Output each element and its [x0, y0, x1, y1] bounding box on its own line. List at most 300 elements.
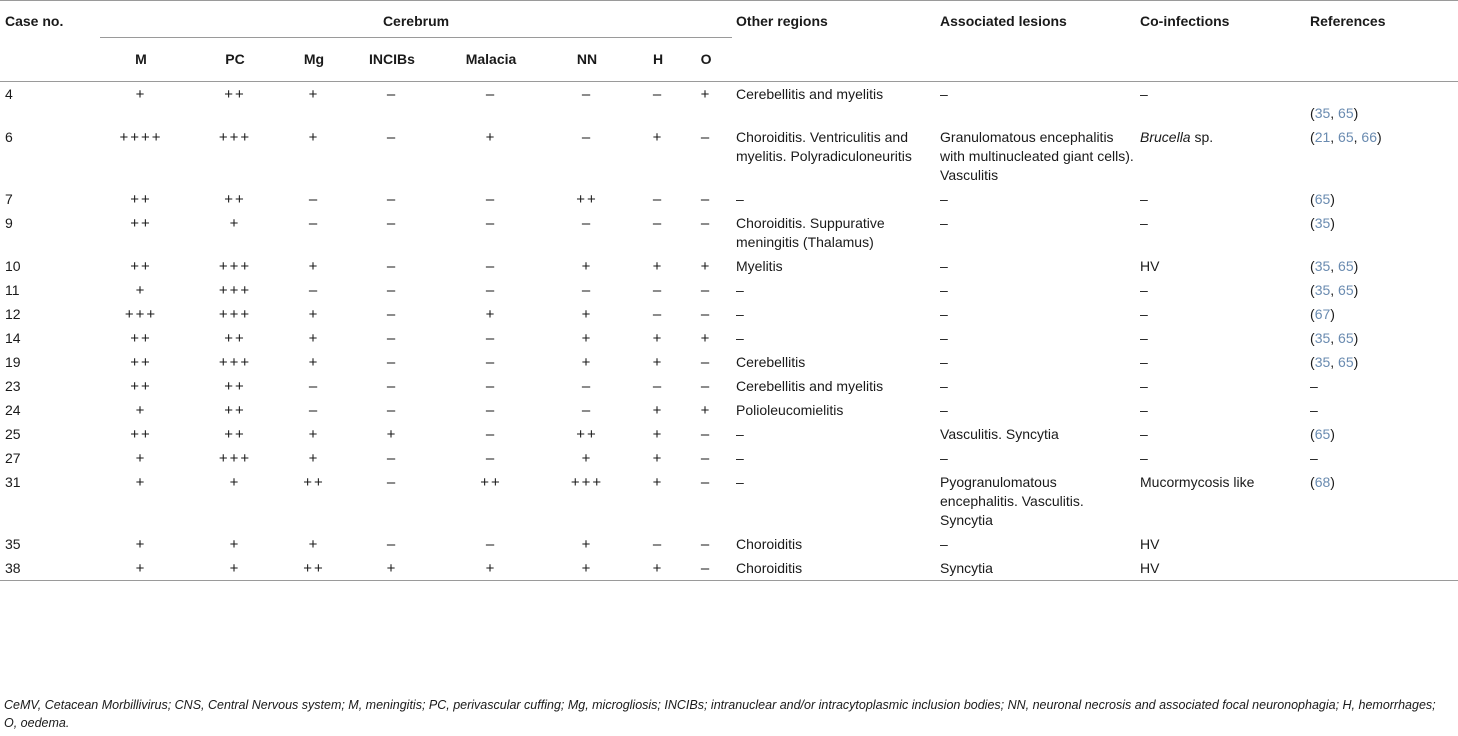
cell-references [1306, 302, 1458, 326]
cell-nn: +++ [570, 474, 604, 491]
cell-pc: ++ [224, 402, 246, 419]
cell-h: + [652, 450, 664, 467]
reference-close: ) [1330, 474, 1335, 490]
cell-mg: – [308, 191, 320, 208]
cell-h: – [652, 215, 664, 232]
table-row [0, 302, 1458, 326]
cell-references [1306, 422, 1458, 446]
reference-open: – [1310, 378, 1318, 394]
cell-m: + [135, 86, 147, 103]
cell-malacia: ++ [480, 474, 502, 491]
cell-pc: +++ [218, 129, 252, 146]
table-row [0, 556, 1458, 581]
cell-m: + [135, 450, 147, 467]
cell-associated-lesions: Vasculitis. Syncytia [940, 426, 1059, 442]
reference-separator: , [1330, 105, 1339, 121]
table-row [0, 125, 1458, 187]
cell-malacia: – [485, 330, 497, 347]
cell-incibs: – [386, 258, 398, 275]
table-row [0, 398, 1458, 422]
cell-case-no: 4 [5, 86, 13, 102]
cell-m: + [135, 282, 147, 299]
cell-case-no: 14 [5, 330, 21, 346]
cell-pc: +++ [218, 282, 252, 299]
reference-separator: , [1330, 258, 1339, 274]
table-footnote: CeMV, Cetacean Morbillivirus; CNS, Central Nervous system; M, meningitis; PC, perivascular cuffing; Mg, microgliosis; INCIBs; intranuclear and/or intracytoplasmic inclusion bodies; NN, neuronal necrosis and associated focal neuronophagia; H, hemorrhages; O, oedema. [4, 698, 1436, 730]
cell-other-regions: Choroiditis [736, 536, 803, 552]
reference-link[interactable]: 35 [1314, 105, 1331, 121]
cell-h: + [652, 330, 664, 347]
table-row [0, 532, 1458, 556]
reference-open: ( [1310, 129, 1315, 145]
reference-link[interactable]: 65 [1338, 330, 1354, 346]
reference-link[interactable]: 68 [1314, 474, 1331, 490]
reference-separator: , [1330, 129, 1339, 145]
cell-o: – [700, 536, 712, 553]
cell-incibs: + [340, 556, 444, 581]
cell-associated-lesions: – [940, 306, 948, 322]
cell-mg: + [308, 450, 320, 467]
cell-nn: + [581, 306, 593, 323]
cell-co-infections: – [1140, 378, 1148, 394]
reference-link[interactable]: 65 [1314, 191, 1331, 207]
reference-open: – [1310, 402, 1318, 418]
cell-malacia: – [485, 536, 497, 553]
cell-nn: + [581, 536, 593, 553]
cell-h: – [652, 536, 664, 553]
header-sub-pc: PC [182, 38, 288, 82]
header-sub-m: M [100, 38, 182, 82]
cell-case-no: 7 [5, 191, 13, 207]
cell-mg: – [308, 378, 320, 395]
reference-link[interactable]: 35 [1314, 282, 1331, 298]
table-row [0, 187, 1458, 211]
cell-mg: + [308, 426, 320, 443]
cell-malacia: – [485, 258, 497, 275]
reference-link[interactable]: 21 [1314, 129, 1331, 145]
cell-references [1306, 326, 1458, 350]
reference-open: ( [1310, 282, 1315, 298]
cell-associated-lesions: Syncytia [935, 556, 1136, 581]
cell-mg: + [308, 306, 320, 323]
cell-nn: + [581, 450, 593, 467]
reference-open: ( [1310, 191, 1315, 207]
cell-other-regions: – [736, 306, 744, 322]
cell-associated-lesions: – [940, 330, 948, 346]
reference-open: – [1310, 450, 1318, 466]
cell-o: + [700, 402, 712, 419]
reference-open: ( [1310, 426, 1315, 442]
cell-malacia: + [485, 129, 497, 146]
cell-o: + [700, 330, 712, 347]
cell-mg: + [308, 354, 320, 371]
cell-co-infections: – [1140, 86, 1148, 102]
cell-h: + [652, 129, 664, 146]
cell-case-no: 9 [5, 215, 13, 231]
reference-link[interactable]: 35 [1314, 330, 1331, 346]
table-header [0, 1, 1458, 82]
table-row [0, 254, 1458, 278]
reference-link[interactable]: 65 [1314, 426, 1331, 442]
cell-other-regions: Cerebellitis and myelitis [736, 86, 884, 102]
cell-other-regions: Choroiditis. Ventriculitis and myelitis. Polyradiculoneuritis [736, 129, 912, 164]
cell-mg: – [308, 215, 320, 232]
cell-incibs: – [386, 306, 398, 323]
cell-m: ++ [130, 330, 152, 347]
cell-nn: – [581, 215, 593, 232]
co-infection-suffix: sp. [1190, 129, 1214, 145]
cell-incibs: – [386, 402, 398, 419]
cell-nn: – [581, 86, 593, 103]
cell-h: + [652, 402, 664, 419]
cell-pc: +++ [218, 306, 252, 323]
reference-open: ( [1310, 354, 1315, 370]
cell-mg: – [308, 282, 320, 299]
cell-incibs: – [386, 86, 398, 103]
cell-associated-lesions: – [940, 86, 948, 102]
cell-references [1306, 254, 1458, 278]
cell-m: ++++ [119, 129, 163, 146]
reference-link[interactable]: 65 [1338, 105, 1354, 121]
cell-pc: ++ [224, 426, 246, 443]
reference-close: ) [1330, 215, 1335, 231]
cell-o: – [700, 378, 712, 395]
header-sub-nn: NN [538, 38, 636, 82]
cell-nn: – [581, 378, 593, 395]
reference-link[interactable]: 66 [1361, 129, 1377, 145]
cell-other-regions: Cerebellitis and myelitis [736, 378, 884, 394]
reference-separator: , [1353, 129, 1362, 145]
cell-other-regions: – [736, 450, 744, 466]
cell-m: +++ [124, 306, 158, 323]
cell-nn: + [538, 556, 636, 581]
header-spacer [935, 38, 1136, 82]
cell-case-no: 12 [5, 306, 21, 322]
cell-co-infections: – [1140, 215, 1148, 231]
cell-o: – [700, 191, 712, 208]
reference-link[interactable]: 65 [1338, 282, 1354, 298]
cell-pc: +++ [218, 450, 252, 467]
cell-malacia: – [485, 450, 497, 467]
cell-mg: + [308, 129, 320, 146]
cell-o: – [700, 426, 712, 443]
table-row [0, 350, 1458, 374]
table-row [0, 470, 1458, 532]
cell-case-no: 27 [5, 450, 21, 466]
cell-o: + [700, 86, 712, 103]
cell-other-regions: – [736, 282, 744, 298]
cell-pc: ++ [224, 86, 246, 103]
cell-malacia: – [485, 426, 497, 443]
cell-co-infections: HV [1136, 556, 1306, 581]
cell-references [1306, 470, 1458, 532]
header-row-sub [0, 38, 1458, 82]
co-infection-genus: Brucella [1140, 129, 1191, 145]
table-row [0, 326, 1458, 350]
cell-incibs: – [386, 536, 398, 553]
cell-o: – [700, 129, 712, 146]
cell-references [1306, 82, 1458, 126]
cell-co-infections: – [1140, 330, 1148, 346]
cell-malacia: + [444, 556, 538, 581]
cell-malacia: – [485, 191, 497, 208]
header-associated-lesions: Associated lesions [935, 1, 1136, 38]
header-sub-incibs: INCIBs [340, 38, 444, 82]
cell-mg: + [308, 330, 320, 347]
cell-co-infections [1136, 125, 1306, 187]
cell-h: – [652, 191, 664, 208]
cell-pc: ++ [224, 378, 246, 395]
cell-m: ++ [130, 215, 152, 232]
reference-close: ) [1353, 330, 1359, 346]
cell-co-infections: HV [1140, 536, 1160, 552]
cell-m: ++ [130, 378, 152, 395]
cell-pc: ++ [224, 191, 246, 208]
cell-mg: ++ [288, 556, 340, 581]
cell-nn: – [581, 129, 593, 146]
cell-other-regions: – [736, 191, 744, 207]
cell-references [1306, 446, 1458, 470]
cell-case-no: 24 [5, 402, 21, 418]
header-sub-o: O [680, 38, 732, 82]
cell-o: – [700, 354, 712, 371]
reference-open: ( [1310, 330, 1315, 346]
cell-h: – [652, 306, 664, 323]
cell-references [1306, 374, 1458, 398]
cell-pc: +++ [218, 258, 252, 275]
cell-associated-lesions: – [940, 258, 948, 274]
cell-pc: + [229, 215, 241, 232]
reference-link[interactable]: 35 [1314, 215, 1331, 231]
header-spacer [1306, 38, 1458, 82]
reference-separator: , [1330, 354, 1339, 370]
cell-malacia: – [485, 378, 497, 395]
cell-incibs: – [386, 474, 398, 491]
cell-associated-lesions: – [940, 536, 948, 552]
cell-nn: – [581, 282, 593, 299]
cell-co-infections: – [1140, 426, 1148, 442]
reference-link[interactable]: 35 [1314, 258, 1331, 274]
header-spacer [732, 38, 935, 82]
cell-malacia: – [485, 282, 497, 299]
cell-incibs: – [386, 330, 398, 347]
cell-references [1306, 398, 1458, 422]
header-spacer [0, 38, 100, 82]
header-references: References [1306, 1, 1458, 38]
cell-o: – [700, 450, 712, 467]
cell-pc: + [182, 556, 288, 581]
table-row [0, 446, 1458, 470]
cell-o: + [700, 258, 712, 275]
cell-h: – [652, 378, 664, 395]
cell-h: – [652, 282, 664, 299]
table-row [0, 278, 1458, 302]
cell-mg: + [308, 258, 320, 275]
cell-references [1306, 532, 1458, 556]
cell-other-regions: Choroiditis [732, 556, 935, 581]
cell-nn: – [581, 402, 593, 419]
cell-associated-lesions: – [940, 402, 948, 418]
cell-associated-lesions: – [940, 282, 948, 298]
reference-close: ) [1353, 354, 1359, 370]
cell-case-no: 6 [5, 129, 13, 145]
cell-associated-lesions: – [940, 354, 948, 370]
cell-incibs: – [386, 282, 398, 299]
header-other-regions: Other regions [732, 1, 935, 38]
cell-pc: + [229, 474, 241, 491]
cell-associated-lesions: – [940, 191, 948, 207]
cell-nn: + [581, 258, 593, 275]
cell-mg: ++ [303, 474, 325, 491]
cell-other-regions: Choroiditis. Suppurative meningitis (Thalamus) [736, 215, 885, 250]
cell-m: ++ [130, 426, 152, 443]
cell-m: ++ [130, 354, 152, 371]
cell-co-infections: – [1140, 354, 1148, 370]
cell-incibs: – [386, 191, 398, 208]
cell-h: – [652, 86, 664, 103]
cell-case-no: 10 [5, 258, 21, 274]
cell-references [1306, 211, 1458, 254]
cell-associated-lesions: – [940, 215, 948, 231]
header-sub-h: H [636, 38, 680, 82]
table-row [0, 422, 1458, 446]
table-row [0, 374, 1458, 398]
cell-case-no: 38 [0, 556, 100, 581]
table-row [0, 82, 1458, 126]
cell-case-no: 23 [5, 378, 21, 394]
reference-close: ) [1376, 129, 1382, 145]
cell-h: + [652, 258, 664, 275]
cell-m: + [100, 556, 182, 581]
cell-references [1306, 350, 1458, 374]
cell-o: – [680, 556, 732, 581]
header-spacer [1136, 38, 1306, 82]
header-row-top [0, 1, 1458, 38]
cell-other-regions: – [736, 330, 744, 346]
cell-h: + [636, 556, 680, 581]
cell-malacia: + [485, 306, 497, 323]
cell-incibs: – [386, 378, 398, 395]
cell-other-regions: Myelitis [736, 258, 783, 274]
cell-malacia: – [485, 402, 497, 419]
cell-references [1306, 278, 1458, 302]
cell-o: – [700, 215, 712, 232]
cell-nn: ++ [576, 191, 598, 208]
cell-malacia: – [485, 215, 497, 232]
table-row [0, 211, 1458, 254]
cell-mg: + [308, 536, 320, 553]
reference-close: ) [1330, 191, 1335, 207]
cell-case-no: 19 [5, 354, 21, 370]
reference-link[interactable]: 65 [1338, 354, 1354, 370]
cell-o: – [700, 282, 712, 299]
reference-open: ( [1310, 215, 1315, 231]
header-sub-malacia: Malacia [444, 38, 538, 82]
cell-references [1306, 187, 1458, 211]
reference-close: ) [1330, 426, 1335, 442]
reference-close: ) [1353, 105, 1359, 121]
cell-associated-lesions: – [940, 378, 948, 394]
reference-separator: , [1330, 330, 1339, 346]
cell-nn: ++ [576, 426, 598, 443]
cell-malacia: – [485, 354, 497, 371]
cell-other-regions: – [736, 426, 744, 442]
cell-references [1306, 556, 1458, 581]
cell-incibs: – [386, 450, 398, 467]
cell-co-infections: – [1140, 191, 1148, 207]
reference-close: ) [1353, 258, 1359, 274]
cell-co-infections: – [1140, 402, 1148, 418]
cell-m: + [135, 536, 147, 553]
cell-h: + [652, 354, 664, 371]
cell-incibs: + [386, 426, 398, 443]
reference-close: ) [1353, 282, 1359, 298]
cell-incibs: – [386, 129, 398, 146]
cell-m: ++ [130, 258, 152, 275]
cell-case-no: 25 [5, 426, 21, 442]
header-co-infections: Co-infections [1136, 1, 1306, 38]
cell-co-infections: – [1140, 450, 1148, 466]
cell-pc: +++ [218, 354, 252, 371]
cell-nn: + [581, 330, 593, 347]
cell-case-no: 11 [5, 282, 20, 298]
table-body [0, 82, 1458, 581]
cell-nn: + [581, 354, 593, 371]
reference-link[interactable]: 67 [1314, 306, 1331, 322]
header-case-no: Case no. [0, 1, 100, 38]
cell-mg: + [308, 86, 320, 103]
reference-close: ) [1330, 306, 1335, 322]
cell-incibs: – [386, 215, 398, 232]
reference-link[interactable]: 65 [1338, 258, 1354, 274]
cell-case-no: 31 [5, 474, 21, 490]
cell-co-infections: – [1140, 306, 1148, 322]
cell-h: + [652, 426, 664, 443]
cell-other-regions: – [736, 474, 744, 490]
cell-co-infections: Mucormycosis like [1140, 474, 1255, 490]
reference-open: ( [1310, 474, 1315, 490]
cell-o: – [700, 474, 712, 491]
cell-co-infections: HV [1140, 258, 1160, 274]
cell-case-no: 35 [5, 536, 21, 552]
reference-open: ( [1310, 306, 1315, 322]
cell-h: + [652, 474, 664, 491]
cell-associated-lesions: – [940, 450, 948, 466]
cell-references [1306, 125, 1458, 187]
reference-separator: , [1330, 282, 1339, 298]
cell-other-regions: Cerebellitis [736, 354, 806, 370]
cell-associated-lesions: Granulomatous encephalitis with multinucleated giant cells). Vasculitis [940, 129, 1134, 183]
cell-malacia: – [485, 86, 497, 103]
cell-m: + [135, 474, 147, 491]
cell-pc: + [229, 536, 241, 553]
reference-link[interactable]: 65 [1338, 129, 1354, 145]
cell-incibs: – [386, 354, 398, 371]
cell-m: + [135, 402, 147, 419]
cell-o: – [700, 306, 712, 323]
cell-pc: ++ [224, 330, 246, 347]
cell-m: ++ [130, 191, 152, 208]
cell-other-regions: Polioleucomielitis [736, 402, 844, 418]
reference-open: ( [1310, 258, 1315, 274]
cell-co-infections: – [1140, 282, 1148, 298]
cell-associated-lesions: Pyogranulomatous encephalitis. Vasculitis. Syncytia [940, 474, 1084, 528]
header-sub-mg: Mg [288, 38, 340, 82]
reference-open: ( [1310, 105, 1315, 121]
reference-link[interactable]: 35 [1314, 354, 1331, 370]
header-cerebrum: Cerebrum [100, 1, 732, 38]
cell-mg: – [308, 402, 320, 419]
